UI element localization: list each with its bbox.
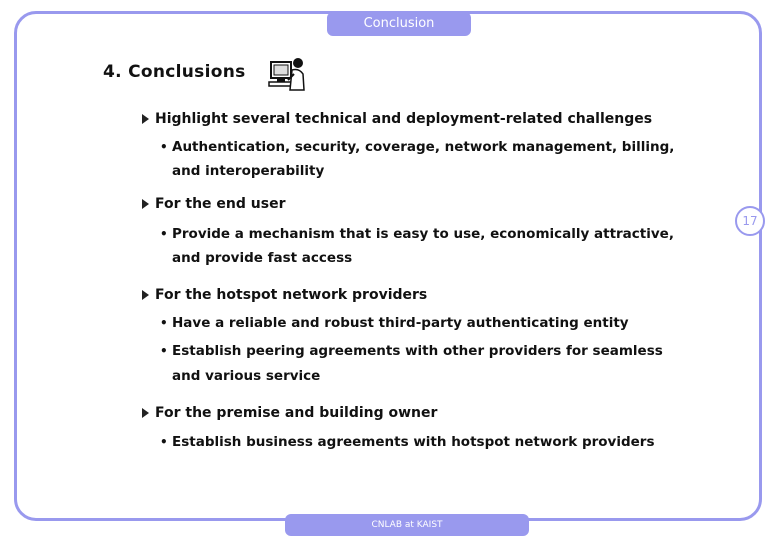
- triangle-bullet-icon: [142, 114, 149, 124]
- list-item-heading: For the hotspot network providers: [155, 287, 428, 303]
- bullet-icon: •: [160, 140, 168, 154]
- sub-list-item: [160, 139, 674, 155]
- list-item: [142, 405, 437, 421]
- bullet-icon: •: [160, 435, 168, 449]
- person-at-computer-icon: [268, 54, 306, 94]
- triangle-bullet-icon: [142, 199, 149, 209]
- sub-list-item: [160, 343, 663, 359]
- list-item: [142, 111, 652, 127]
- bullet-icon: •: [160, 227, 168, 241]
- footer-label: CNLAB at KAIST: [285, 514, 529, 536]
- sub-list-item-continuation: and interoperability: [172, 163, 325, 179]
- sub-list-item-text: Provide a mechanism that is easy to use, economically attractive,: [172, 226, 674, 242]
- sub-list-item: [160, 434, 655, 450]
- list-item-heading: For the end user: [155, 196, 286, 212]
- page-number: 17: [735, 206, 765, 236]
- list-item-heading: For the premise and building owner: [155, 405, 438, 421]
- sub-list-item-continuation: and provide fast access: [172, 250, 353, 266]
- sub-list-item-text: Establish business agreements with hotspot network providers: [172, 434, 655, 450]
- slide-header-tab: Conclusion: [327, 12, 471, 36]
- list-item: [142, 196, 285, 212]
- bullet-icon: •: [160, 344, 168, 358]
- sub-list-item-text: Authentication, security, coverage, network management, billing,: [172, 139, 675, 155]
- sub-list-item-continuation: and various service: [172, 368, 321, 384]
- list-item-heading: Highlight several technical and deployment-related challenges: [155, 111, 653, 127]
- bullet-icon: •: [160, 316, 168, 330]
- list-item: [142, 287, 427, 303]
- sub-list-item-text: Establish peering agreements with other providers for seamless: [172, 343, 663, 359]
- sub-list-item: [160, 226, 674, 242]
- sub-list-item-text: Have a reliable and robust third-party authenticating entity: [172, 315, 629, 331]
- page-title: 4. Conclusions: [103, 62, 246, 82]
- sub-list-item: [160, 315, 629, 331]
- triangle-bullet-icon: [142, 290, 149, 300]
- triangle-bullet-icon: [142, 408, 149, 418]
